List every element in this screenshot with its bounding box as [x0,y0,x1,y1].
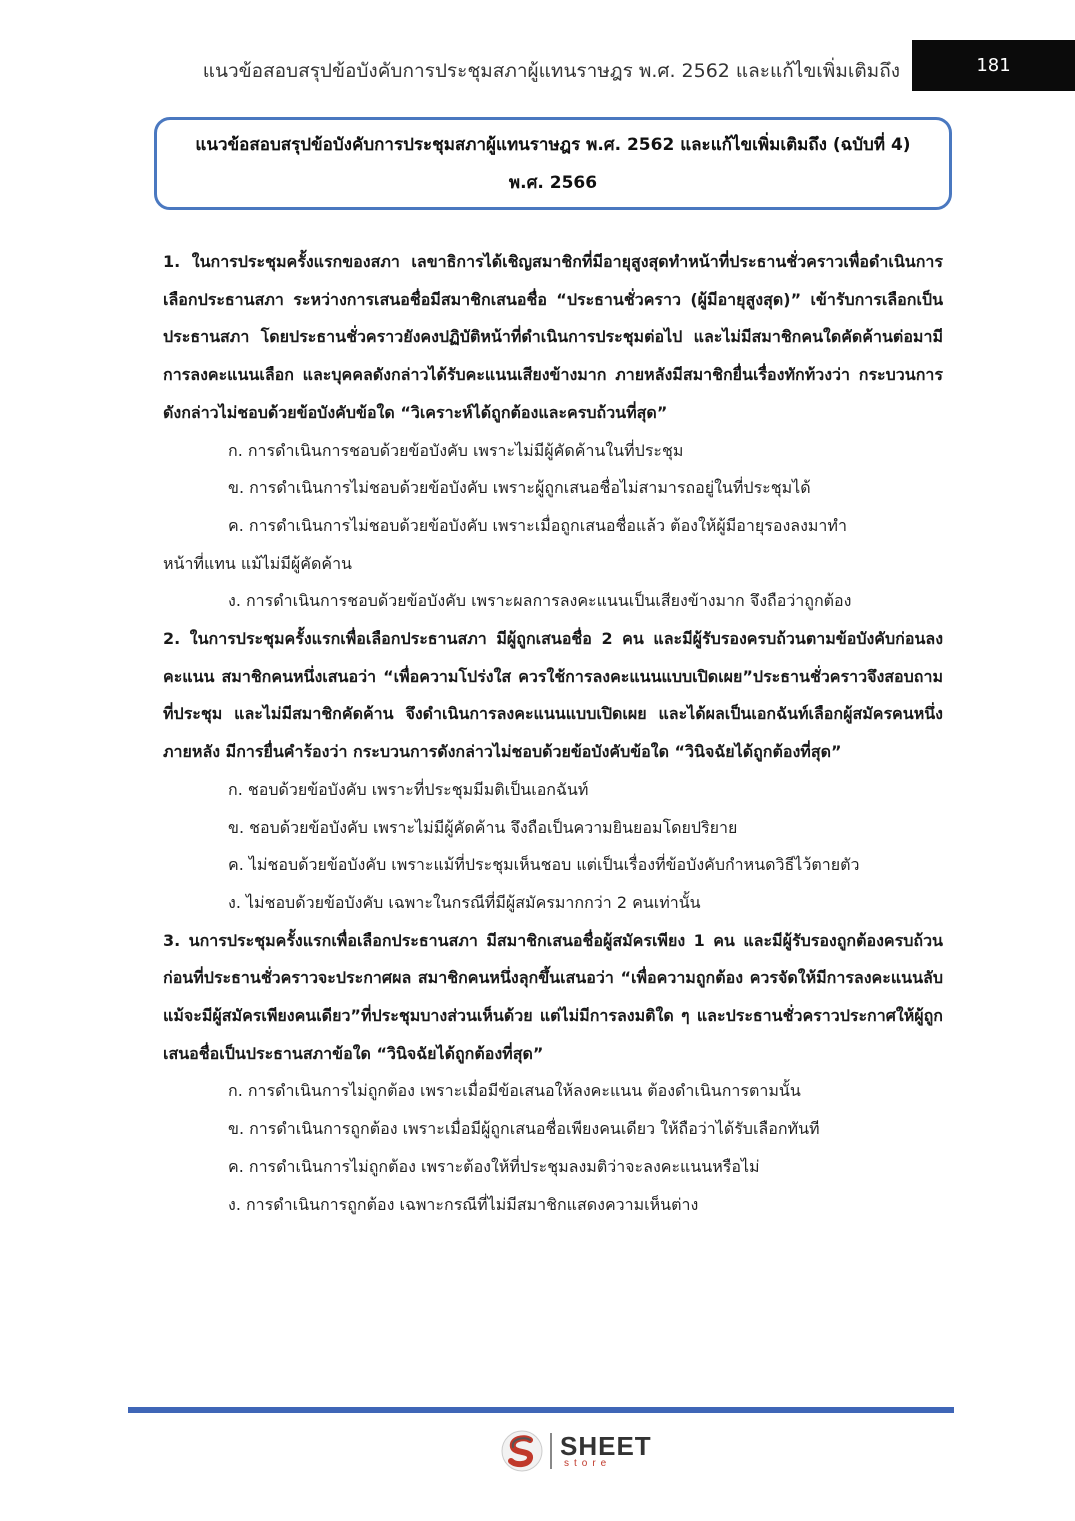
title-line-1: แนวข้อสอบสรุปข้อบังคับการประชุมสภาผู้แทนราษฎร พ.ศ. 2562 และแก้ไขเพิ่มเติมถึง (ฉบับที่ 4) [195,134,911,155]
question-1 [163,243,943,620]
sheet-store-logo [500,1428,652,1474]
footer-rule [128,1407,954,1413]
option-c: ค. การดำเนินการไม่ถูกต้อง เพราะต้องให้ที่ประชุมลงมติว่าจะลงคะแนนหรือไม่ [228,1156,760,1176]
option-a: ก. การดำเนินการไม่ถูกต้อง เพราะเมื่อมีข้อเสนอให้ลงคะแนน ต้องดำเนินการตามนั้น [228,1081,801,1101]
question-3 [163,922,943,1224]
option-c: ค. ไม่ชอบด้วยข้อบังคับ เพราะแม้ที่ประชุมเห็นชอบ แต่เป็นเรื่องที่ข้อบังคับกำหนดวิธีไว้ตายตัว [228,855,860,875]
option-d: ง. การดำเนินการชอบด้วยข้อบังคับ เพราะผลการลงคะแนนเป็นเสียงข้างมาก จึงถือว่าถูกต้อง [228,591,852,611]
option-a: ก. ชอบด้วยข้อบังคับ เพราะที่ประชุมมีมติเป็นเอกฉันท์ [228,779,589,799]
logo-sub-text: store [564,1458,612,1469]
option-b: ข. ชอบด้วยข้อบังคับ เพราะไม่มีผู้คัดค้าน จึงถือเป็นความยินยอมโดยปริยาย [228,817,738,837]
question-text: 2. ในการประชุมครั้งแรกเพื่อเลือกประธานสภา มีผู้ถูกเสนอชื่อ 2 คน และมีผู้รับรองครบถ้วนตามข้อบังคับก่อนลงคะแนน สมาชิกคนหนึ่งเสนอว่า “เพื่อความโปร่งใส ควรใช้การลงคะแนนแบบเปิดเผย”ประธานชั่วคราวจึงสอบถามที่ประชุม และไม่มีสมาชิกคัดค้าน จึงดำเนินการลงคะแนนแบบเปิดเผย และได้ผลเป็นเอกฉันท์เลือกผู้สมัครคนหนึ่งภายหลัง มีการยื่นคำร้องว่า กระบวนการดังกล่าวไม่ชอบด้วยข้อบังคับข้อใด “วินิจฉัยได้ถูกต้องที่สุด” [163,629,943,762]
running-header: แนวข้อสอบสรุปข้อบังคับการประชุมสภาผู้แทนราษฎร พ.ศ. 2562 และแก้ไขเพิ่มเติมถึง [202,60,900,82]
option-a: ก. การดำเนินการชอบด้วยข้อบังคับ เพราะไม่มีผู้คัดค้านในที่ประชุม [228,440,684,460]
sheet-s-logo-icon [500,1429,544,1473]
option-d: ง. การดำเนินการถูกต้อง เฉพาะกรณีที่ไม่มีสมาชิกแสดงความเห็นต่าง [228,1194,699,1214]
logo-wordmark [560,1433,652,1469]
option-b: ข. การดำเนินการไม่ชอบด้วยข้อบังคับ เพราะผู้ถูกเสนอชื่อไม่สามารถอยู่ในที่ประชุมได้ [228,478,811,498]
question-list [163,243,943,1223]
question-2 [163,620,943,922]
question-text: 1. ในการประชุมครั้งแรกของสภา เลขาธิการได้เชิญสมาชิกที่มีอายุสูงสุดทำหน้าที่ประธานชั่วคราวเพื่อดำเนินการเลือกประธานสภา ระหว่างการเสนอชื่อมีสมาชิกเสนอชื่อ “ประธานชั่วคราว (ผู้มีอายุสูงสุด)” เข้ารับการเลือกเป็นประธานสภา โดยประธานชั่วคราวยังคงปฏิบัติหน้าที่ดำเนินการประชุมต่อไป และไม่มีสมาชิกคนใดคัดค้านต่อมามีการลงคะแนนเลือก และบุคคลดังกล่าวได้รับคะแนนเสียงข้างมาก ภายหลังมีสมาชิกยื่นเรื่องทักท้วงว่า กระบวนการดังกล่าวไม่ชอบด้วยข้อบังคับข้อใด “วิเคราะห์ได้ถูกต้องและครบถ้วนที่สุด” [163,252,943,422]
title-line-2: พ.ศ. 2566 [508,172,598,193]
title-box [154,117,952,210]
option-c-continuation: หน้าที่แทน แม้ไม่มีผู้คัดค้าน [163,553,352,573]
page-number: 181 [912,40,1075,91]
option-d: ง. ไม่ชอบด้วยข้อบังคับ เฉพาะในกรณีที่มีผู้สมัครมากกว่า 2 คนเท่านั้น [228,892,701,912]
option-b: ข. การดำเนินการถูกต้อง เพราะเมื่อมีผู้ถูกเสนอชื่อเพียงคนเดียว ให้ถือว่าได้รับเลือกทันที [228,1119,820,1139]
logo-separator [550,1433,552,1469]
option-c: ค. การดำเนินการไม่ชอบด้วยข้อบังคับ เพราะเมื่อถูกเสนอชื่อแล้ว ต้องให้ผู้มีอายุรองลงมาทำ [228,515,847,535]
question-text: 3. นการประชุมครั้งแรกเพื่อเลือกประธานสภา มีสมาชิกเสนอชื่อผู้สมัครเพียง 1 คน และมีผู้รับรองถูกต้องครบถ้วนก่อนที่ประธานชั่วคราวจะประกาศผล สมาชิกคนหนึ่งลุกขึ้นเสนอว่า “เพื่อความถูกต้อง ควรจัดให้มีการลงคะแนนลับ แม้จะมีผู้สมัครเพียงคนเดียว”ที่ประชุมบางส่วนเห็นด้วย แต่ไม่มีการลงมติใด ๆ และประธานชั่วคราวประกาศให้ผู้ถูกเสนอชื่อเป็นประธานสภาข้อใด “วินิจฉัยได้ถูกต้องที่สุด” [163,930,943,1063]
logo-brand-text: SHEET [560,1431,652,1461]
